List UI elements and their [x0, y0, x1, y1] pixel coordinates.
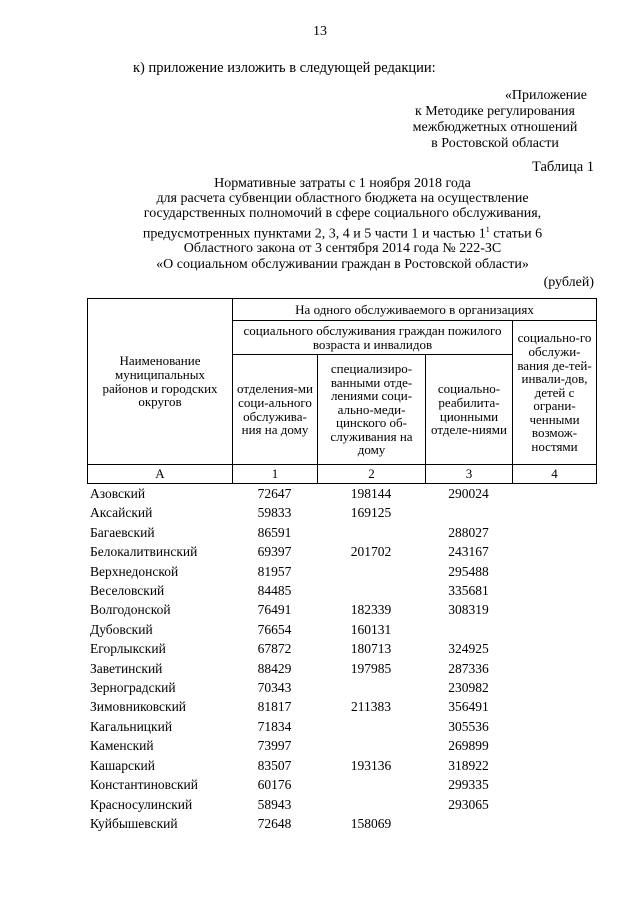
table-row — [87, 562, 596, 581]
table-row — [87, 503, 596, 522]
row-col-1: 71834 — [257, 718, 292, 734]
appendix-label: «Приложение — [504, 88, 587, 103]
header-num-a: А — [88, 465, 233, 484]
row-name: Зимовниковский — [90, 699, 187, 715]
appendix-block — [395, 88, 595, 152]
row-col-4 — [512, 659, 596, 678]
row-name: Веселовский — [90, 583, 165, 599]
header-num-4: 4 — [513, 465, 597, 484]
row-col-1: 58943 — [257, 796, 292, 812]
header-per-one: На одного обслуживаемого в организациях — [233, 299, 597, 321]
table-row — [87, 736, 596, 755]
row-col-4 — [512, 795, 596, 814]
row-col-4 — [512, 814, 596, 833]
title-line-4a: предусмотренных пунктами 2, 3, 4 и 5 части 1 и частью 1 — [142, 226, 486, 242]
row-col-3: 287336 — [448, 660, 489, 676]
title-line-3: государственных полномочий в сфере социального обслуживания, — [143, 206, 542, 222]
table-row — [87, 775, 596, 794]
row-col-3: 243167 — [448, 544, 489, 560]
table-row — [87, 756, 596, 775]
data-table-body — [87, 484, 596, 833]
row-col-4 — [512, 620, 596, 639]
row-name: Азовский — [90, 486, 146, 501]
row-col-3: 293065 — [448, 796, 489, 812]
row-name: Зерноградский — [90, 680, 176, 696]
row-col-4 — [512, 542, 596, 561]
row-col-1: 72647 — [257, 486, 292, 501]
header-col-2: специализиро-ванными отде-лениями соци-ально-меди-цинского об-служивания на дому — [318, 355, 426, 465]
row-col-3: 335681 — [448, 583, 489, 599]
row-name: Верхнедонской — [90, 563, 179, 579]
row-col-2 — [317, 775, 425, 794]
table-row — [87, 620, 596, 639]
row-col-4 — [512, 756, 596, 775]
row-col-4 — [512, 697, 596, 716]
row-col-2: 160131 — [350, 621, 392, 637]
row-col-2: 169125 — [350, 505, 392, 521]
appendix-line-3: в Ростовской области — [431, 136, 559, 151]
row-name: Заветинский — [90, 660, 163, 676]
row-col-1: 73997 — [257, 738, 292, 754]
row-col-1: 86591 — [257, 524, 292, 540]
row-name: Аксайский — [90, 505, 153, 521]
row-col-2: 180713 — [350, 641, 392, 657]
row-col-3: 295488 — [448, 563, 489, 579]
row-col-1: 59833 — [257, 505, 292, 521]
row-col-2 — [317, 523, 425, 542]
row-col-3: 356491 — [448, 699, 489, 715]
data-table — [87, 484, 596, 833]
row-col-1: 67872 — [257, 641, 292, 657]
units-label: (рублей) — [543, 275, 594, 290]
appendix-line-1: к Методике регулирования — [415, 104, 575, 119]
row-col-2: 211383 — [351, 699, 391, 715]
row-col-2 — [317, 736, 425, 755]
header-elderly-group: социального обслуживания граждан пожилого возраста и инвалидов — [233, 321, 513, 355]
row-col-1: 84485 — [257, 583, 292, 599]
row-col-1: 72648 — [257, 815, 292, 831]
row-col-3: 318922 — [448, 757, 489, 773]
row-col-2: 201702 — [350, 544, 392, 560]
row-col-1: 81957 — [257, 563, 292, 579]
row-col-4 — [512, 717, 596, 736]
row-col-2: 198144 — [350, 486, 392, 501]
header-col-1: отделения-ми соци-ального обслужива-ния на дому — [233, 355, 318, 465]
row-col-2 — [317, 562, 425, 581]
table-row — [87, 717, 596, 736]
row-col-1: 76654 — [257, 621, 292, 637]
row-col-3 — [425, 503, 512, 522]
table-row — [87, 639, 596, 658]
title-line-4b: статьи 6 — [489, 226, 543, 242]
row-col-3: 299335 — [448, 777, 489, 793]
row-name: Кагальницкий — [90, 718, 173, 734]
row-col-4 — [512, 639, 596, 658]
row-name: Константиновский — [90, 777, 198, 793]
row-col-2 — [317, 717, 425, 736]
table-row — [87, 659, 596, 678]
row-col-4 — [512, 523, 596, 542]
header-num-2: 2 — [318, 465, 426, 484]
row-col-4 — [512, 581, 596, 600]
table-title — [90, 176, 595, 272]
table-row — [87, 542, 596, 561]
row-name: Дубовский — [90, 621, 153, 637]
page-number: 13 — [313, 24, 327, 39]
table-row — [87, 523, 596, 542]
title-line-4 — [90, 222, 595, 242]
row-col-3: 288027 — [448, 524, 489, 540]
row-col-2 — [317, 581, 425, 600]
row-col-2 — [317, 795, 425, 814]
row-col-3: 290024 — [448, 486, 489, 501]
row-col-3: 230982 — [448, 680, 489, 696]
row-col-4 — [512, 503, 596, 522]
row-col-4 — [512, 775, 596, 794]
row-col-1: 88429 — [257, 660, 292, 676]
table-row — [87, 697, 596, 716]
row-col-2: 193136 — [350, 757, 392, 773]
title-line-2: для расчета субвенции областного бюджета на осуществление — [156, 191, 529, 207]
row-name: Багаевский — [90, 524, 155, 540]
table-row — [87, 581, 596, 600]
row-col-1: 83507 — [257, 757, 292, 773]
row-name: Куйбышевский — [90, 815, 178, 831]
intro-text: к) приложение изложить в следующей редакции: — [133, 60, 436, 76]
row-col-4 — [512, 600, 596, 619]
table-row — [87, 678, 596, 697]
row-col-4 — [512, 736, 596, 755]
row-col-2 — [317, 678, 425, 697]
row-name: Каменский — [90, 738, 154, 754]
header-num-1: 1 — [233, 465, 318, 484]
row-col-3: 308319 — [448, 602, 489, 618]
row-col-2: 197985 — [350, 660, 392, 676]
title-line-6: «О социальном обслуживании граждан в Ростовской области» — [156, 256, 529, 272]
row-col-1: 81817 — [257, 699, 292, 715]
table-row — [87, 795, 596, 814]
row-col-3: 269899 — [448, 738, 489, 754]
table-label: Таблица 1 — [531, 159, 594, 175]
row-col-4 — [512, 562, 596, 581]
table-row — [87, 814, 596, 833]
row-name: Егорлыкский — [90, 641, 166, 657]
title-superscript: 1 — [485, 224, 490, 234]
row-col-2: 158069 — [350, 815, 392, 831]
row-col-3: 305536 — [448, 718, 489, 734]
table-header — [87, 298, 597, 484]
row-name: Кашарский — [90, 757, 155, 773]
row-col-3 — [425, 814, 512, 833]
row-col-4 — [512, 484, 596, 503]
table-row — [87, 484, 596, 503]
row-name: Волгодонской — [90, 602, 171, 618]
row-col-1: 76491 — [257, 602, 292, 618]
title-line-1: Нормативные затраты с 1 ноября 2018 года — [214, 176, 471, 191]
table-row — [87, 600, 596, 619]
title-line-5: Областного закона от 3 сентября 2014 года № 222-ЗС — [183, 241, 502, 257]
row-col-2: 182339 — [350, 602, 392, 618]
row-col-1: 60176 — [257, 777, 292, 793]
row-name: Красносулинский — [90, 796, 193, 812]
row-col-3 — [425, 620, 512, 639]
appendix-line-2: межбюджетных отношений — [412, 120, 578, 135]
header-col-3: социально-реабилита-ционными отделе-ниями — [426, 355, 513, 465]
row-col-1: 70343 — [257, 680, 292, 696]
row-col-4 — [512, 678, 596, 697]
header-num-3: 3 — [426, 465, 513, 484]
row-col-3: 324925 — [448, 641, 489, 657]
row-col-1: 69397 — [257, 544, 292, 560]
header-col-4: социально-го обслужи-вания де-тей-инвали-дов, детей с ограни-ченными возмож-ностями — [513, 321, 597, 465]
row-name: Белокалитвинский — [90, 544, 198, 560]
header-name-column: Наименование муниципальных районов и городских округов — [88, 299, 233, 465]
